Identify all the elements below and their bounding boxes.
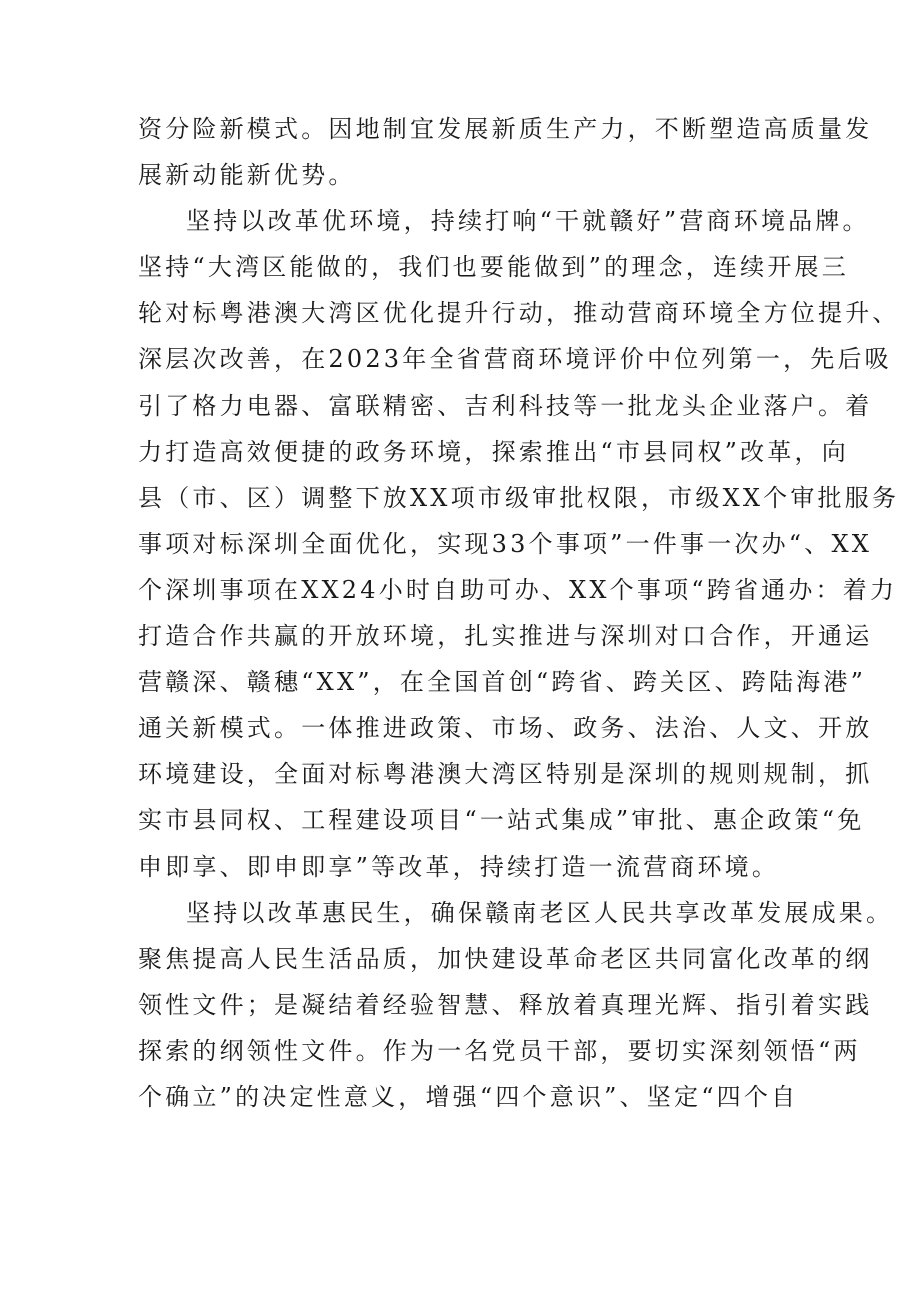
text-line: 聚焦提高人民生活品质，加快建设革命老区共同富化改革的纲: [138, 944, 873, 973]
text-line: 领性文件；是凝结着经验智慧、释放着真理光辉、指引着实践: [138, 990, 873, 1019]
text-line: 个深圳事项在XX24小时自助可办、XX个事项“跨省通办：着力: [138, 575, 898, 604]
text-line: 坚持以改革惠民生，确保赣南老区人民共享改革发展成果。: [186, 898, 894, 927]
text-line: 引了格力电器、富联精密、吉利科技等一批龙头企业落户。着: [138, 391, 873, 420]
text-line: 申即享、即申即享”等改革，持续打造一流营商环境。: [138, 852, 780, 881]
text-line: 坚持以改革优环境，持续打响“干就赣好”营商环境品牌。: [186, 207, 870, 236]
text-line: 力打造高效便捷的政务环境，探索推出“市县同权”改革，向: [138, 437, 849, 466]
text-line: 个确立”的决定性意义，增强“四个意识”、坚定“四个自: [138, 1082, 799, 1111]
document-body: [138, 106, 900, 1120]
text-line: 通关新模式。一体推进政策、市场、政务、法治、人文、开放: [138, 714, 873, 743]
text-line: 打造合作共赢的开放环境，扎实推进与深圳对口合作，开通运: [138, 622, 873, 651]
text-line: 营赣深、赣穗“XX”，在全国首创“跨省、跨关区、跨陆海港”: [138, 668, 867, 697]
text-line: 事项对标深圳全面优化，实现33个事项”一件事一次办“、XX: [138, 529, 873, 558]
text-line: 展新动能新优势。: [138, 161, 356, 190]
text-line: 县（市、区）调整下放XX项市级审批权限，市级XX个审批服务: [138, 483, 900, 512]
text-line: 资分险新模式。因地制宜发展新质生产力，不断塑造高质量发: [138, 115, 873, 143]
paragraph-2: [138, 198, 900, 889]
text-line: 轮对标粤港澳大湾区优化提升行动，推动营商环境全方位提升、: [138, 299, 900, 328]
text-line: 环境建设，全面对标粤港澳大湾区特别是深圳的规则规制，抓: [138, 760, 873, 789]
text-line: 探索的纲领性文件。作为一名党员干部，要切实深刻领悟“两: [138, 1036, 861, 1065]
text-line: 坚持“大湾区能做的，我们也要能做到”的理念，连续开展三: [138, 253, 849, 282]
text-line: 深层次改善，在2023年全省营商环境评价中位列第一，先后吸: [138, 345, 892, 374]
paragraph-1: [138, 106, 873, 198]
paragraph-3: [138, 890, 894, 1120]
text-line: 实市县同权、工程建设项目“一站式集成”审批、惠企政策“免: [138, 806, 865, 835]
